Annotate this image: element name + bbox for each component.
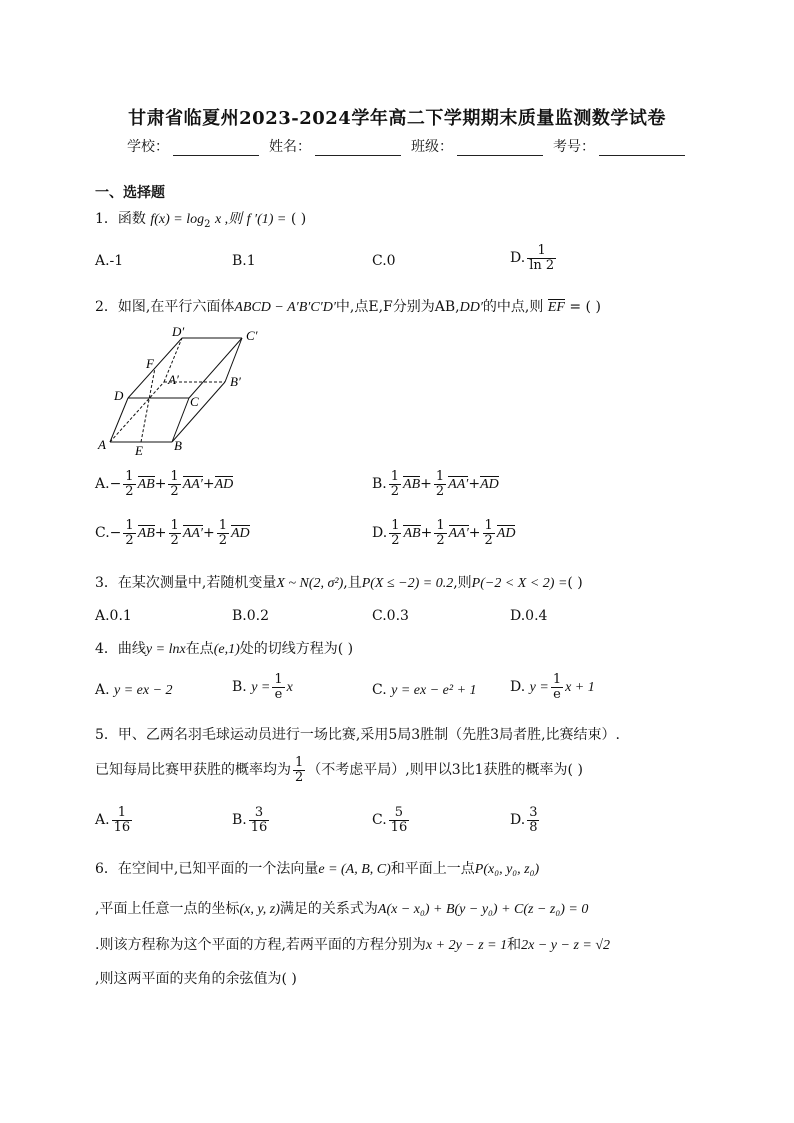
q2-text-a: 2．如图,在平行六面体: [95, 299, 235, 315]
q1-option-d-fraction: [527, 244, 556, 272]
q4-b-num: 1: [274, 672, 283, 687]
figure-label-b1: B′: [230, 374, 241, 389]
q2-b-frac2-den: 2: [435, 483, 445, 499]
q2-d-frac2-num: 1: [436, 518, 445, 533]
q2-c-frac3-den: 2: [218, 532, 227, 548]
q3-text-e: ,则: [453, 575, 472, 591]
q2-b-frac1: [389, 470, 401, 498]
q6-l1-text-a: 6．在空间中,已知平面的一个法向量: [95, 861, 319, 877]
q6-normal-vector: e = (A, B, C): [318, 862, 391, 877]
q1-option-d-label: D.: [510, 250, 526, 267]
q2-d-frac3-den: 2: [484, 532, 493, 548]
number-blank: [599, 141, 685, 156]
q4-c-label: C.: [372, 682, 387, 698]
q2-c-plus1: +: [154, 525, 167, 542]
q1-blank: ( ): [290, 211, 307, 227]
q5-c-num: 5: [389, 806, 410, 821]
q2-d-frac1-den: 2: [391, 532, 400, 548]
q4-text-c: 在点: [185, 641, 214, 657]
q3-target-prob: P(−2 < X < 2) =: [471, 576, 568, 591]
figure-label-d: D: [114, 388, 124, 403]
q5-a-label: A.: [95, 812, 110, 829]
q3-text-c: ,且: [343, 575, 362, 591]
q2-text-c: 中,点E,F分别为AB,: [335, 299, 460, 315]
q4-point: (e,1): [213, 642, 240, 657]
q2-c-vec-ab: AB: [137, 526, 155, 542]
q2-b-frac2: [434, 470, 446, 498]
q4-b-den: e: [274, 686, 283, 702]
q5-option-d[interactable]: [510, 806, 541, 834]
section-heading: 一、选择题: [95, 185, 165, 201]
q2-d-vec-aa1: AA′: [448, 526, 469, 542]
q3-blank: ( ): [567, 575, 583, 591]
q5-c-fraction: [389, 806, 410, 834]
q5-a-fraction: [112, 806, 133, 834]
q1-option-c[interactable]: C.0: [372, 253, 396, 269]
q6-plane-equation: A(x − x₀) + B(y − y₀) + C(z − z₀) = 0: [377, 902, 589, 917]
q2-a-frac2-num: 1: [170, 469, 179, 484]
school-blank: [173, 141, 259, 156]
q5-prob-den: 2: [295, 769, 304, 785]
q6-coords: (x, y, z): [239, 902, 280, 917]
q3-option-d[interactable]: D.0.4: [510, 608, 548, 624]
question-6-line-3: [95, 934, 610, 954]
q4-curve: y = lnx: [145, 642, 186, 657]
q2-a-frac2-den: 2: [170, 483, 179, 499]
q5-d-fraction: [527, 806, 539, 834]
q2-d-plus1: +: [420, 525, 433, 542]
question-5-line-1: 5．甲、乙两名羽毛球运动员进行一场比赛,采用5局3胜制（先胜3局者胜,比赛结束）.: [95, 727, 620, 743]
figure-label-d1: D′: [172, 324, 185, 339]
figure-label-a1: A′: [168, 372, 179, 387]
q2-c-frac3: [217, 519, 229, 547]
q4-b-label: B.: [232, 679, 247, 696]
q2-option-d[interactable]: [372, 519, 515, 547]
school-label: 学校：: [127, 139, 169, 155]
q5-a-num: 1: [112, 806, 133, 821]
q2-a-frac2: [168, 470, 180, 498]
q6-point: P(x₀, y₀, z₀): [474, 862, 540, 877]
q5-option-b[interactable]: [232, 806, 271, 834]
q6-l2-text-c: 满足的关系式为: [279, 901, 378, 917]
q1-text: 1．函数: [95, 211, 146, 227]
q6-plane-2: 2x − y − z = √2: [521, 938, 611, 953]
q2-d-frac3: [483, 519, 495, 547]
q2-c-frac2: [169, 519, 181, 547]
q4-b-lhs: y =: [251, 680, 271, 696]
q2-c-frac1-num: 1: [125, 518, 134, 533]
q2-d-frac2: [434, 519, 446, 547]
q2-option-a[interactable]: [95, 470, 233, 498]
q1-derivative: f ′(1) =: [246, 212, 287, 227]
q2-a-frac1-num: 1: [125, 469, 134, 484]
q6-plane-1: x + 2y − z = 1: [425, 938, 508, 953]
q2-c-frac3-num: 1: [218, 518, 227, 533]
q2-b-vec-aa1: AA′: [448, 477, 469, 493]
q4-a-formula: y = ex − 2: [114, 683, 173, 698]
q2-a-sign: −: [109, 476, 122, 493]
q6-l3-text-a: .则该方程称为这个平面的方程,若两平面的方程分别为: [95, 937, 426, 953]
q4-a-label: A.: [95, 682, 110, 698]
q2-a-frac1-den: 2: [125, 483, 134, 499]
q4-b-var: x: [286, 680, 293, 696]
question-6-line-4: ,则这两平面的夹角的余弦值为( ): [95, 971, 297, 987]
q4-option-d[interactable]: [510, 673, 595, 701]
q2-b-label: B.: [372, 476, 387, 493]
figure-label-a: A: [98, 437, 106, 452]
q2-d-frac2-den: 2: [436, 532, 445, 548]
class-blank: [457, 141, 543, 156]
q2-b-frac2-num: 1: [435, 469, 445, 484]
q2-b-plus1: +: [420, 476, 432, 493]
q4-text-e: 处的切线方程为( ): [239, 641, 354, 657]
q5-b-label: B.: [232, 812, 247, 829]
q4-d-rest: x + 1: [565, 680, 595, 696]
q4-d-label: D.: [510, 679, 526, 696]
q2-c-frac1: [123, 519, 135, 547]
q4-option-c[interactable]: [372, 682, 477, 699]
class-label: 班级：: [411, 139, 453, 155]
q2-a-vec-ad: AD: [214, 477, 234, 493]
q5-b-den: 16: [250, 819, 268, 835]
q1-function: f(x) = log: [150, 212, 205, 227]
q5-d-label: D.: [510, 812, 526, 829]
q2-vector-ef: EF: [547, 300, 565, 315]
q2-text-e: 的中点,则: [482, 299, 544, 315]
question-2-stem: [95, 296, 601, 316]
q2-a-vec-ab: AB: [137, 477, 155, 493]
q2-b-vec-ad: AD: [480, 477, 499, 493]
q1-option-d[interactable]: [510, 244, 558, 272]
number-label: 考号：: [553, 139, 595, 155]
figure-label-c1: C′: [246, 328, 258, 343]
q2-b-vec-ab: AB: [403, 477, 421, 493]
q2-b-frac1-num: 1: [390, 469, 400, 484]
name-label: 姓名：: [269, 139, 311, 155]
q6-l3-text-c: 和: [507, 937, 522, 953]
q4-option-b[interactable]: [232, 673, 293, 701]
q4-option-a[interactable]: [95, 682, 173, 699]
q4-c-formula: y = ex − e² + 1: [391, 683, 477, 698]
q2-d-frac3-num: 1: [484, 518, 493, 533]
figure-label-e: E: [135, 443, 143, 457]
q2-c-frac1-den: 2: [125, 532, 134, 548]
q1-option-a[interactable]: A.-1: [95, 253, 124, 269]
q2-c-plus2: +: [202, 525, 215, 542]
parallelepiped-figure: [92, 322, 272, 457]
q6-l2-text-a: ,平面上任意一点的坐标: [95, 901, 240, 917]
q1-log-base: 2: [204, 218, 211, 230]
q2-b-frac1-den: 2: [390, 483, 400, 499]
q3-given-prob: P(X ≤ −2) = 0.2: [361, 576, 454, 591]
q4-d-num: 1: [552, 672, 562, 687]
q3-text-a: 3．在某次测量中,若随机变量: [95, 575, 277, 591]
q2-b-plus2: +: [468, 476, 481, 493]
q2-c-sign: −: [109, 525, 122, 542]
q2-c-label: C.: [95, 525, 110, 542]
q2-d-frac1: [389, 519, 401, 547]
q2-edge: DD′: [459, 300, 483, 315]
question-3-stem: [95, 572, 583, 592]
q2-a-frac1: [123, 470, 135, 498]
q1-d-numerator: 1: [527, 244, 556, 259]
question-6-line-1: [95, 858, 539, 878]
q2-c-vec-ad: AD: [231, 526, 250, 542]
q2-blank: = ( ): [569, 299, 601, 315]
figure-label-f: F: [146, 356, 154, 371]
student-info-line: [127, 136, 689, 156]
q5-option-c[interactable]: [372, 806, 411, 834]
q5-c-den: 16: [390, 819, 408, 835]
q5-prob-num: 1: [295, 755, 304, 770]
q2-d-frac1-num: 1: [391, 518, 400, 533]
q4-text-a: 4．曲线: [95, 641, 146, 657]
q2-d-vec-ab: AB: [403, 526, 421, 542]
q3-option-a[interactable]: A.0.1: [95, 608, 132, 624]
q2-a-plus1: +: [154, 476, 167, 493]
q2-solid-name: ABCD − A′B′C′D′: [234, 300, 336, 315]
q5-b-num: 3: [249, 806, 270, 821]
q2-d-vec-ad: AD: [496, 526, 516, 542]
figure-label-c: C: [190, 394, 199, 409]
q5-text-a: 已知每局比赛甲获胜的概率均为: [95, 762, 291, 779]
q4-d-fraction: [551, 673, 563, 701]
q5-text-b: （不考虑平局）,则甲以3比1获胜的概率为( ): [307, 762, 583, 779]
q3-option-b[interactable]: B.0.2: [232, 608, 270, 624]
q1-function-var: x ,则: [214, 212, 243, 227]
page-title: 甘肃省临夏州2023-2024学年高二下学期期末质量监测数学试卷: [128, 108, 666, 129]
q3-option-c[interactable]: C.0.3: [372, 608, 409, 624]
q2-d-plus2: +: [468, 525, 481, 542]
q5-b-fraction: [249, 806, 270, 834]
q5-a-den: 16: [113, 819, 131, 835]
q2-option-c[interactable]: [95, 519, 250, 547]
q4-d-lhs: y =: [529, 680, 549, 696]
q5-c-label: C.: [372, 812, 387, 829]
question-1-stem: [95, 208, 306, 230]
q4-b-fraction: [272, 673, 284, 701]
q6-l1-text-c: 和平面上一点: [390, 861, 475, 877]
q2-c-vec-aa1: AA′: [182, 526, 203, 542]
figure-label-b: B: [174, 438, 182, 453]
q1-d-denominator: ln 2: [529, 257, 555, 273]
q4-d-den: e: [553, 686, 561, 702]
q5-option-a[interactable]: [95, 806, 134, 834]
q5-d-num: 3: [529, 805, 538, 820]
q5-prob-fraction: [293, 756, 305, 784]
q5-d-den: 8: [529, 819, 538, 835]
q2-d-label: D.: [372, 525, 388, 542]
question-5-line-2: [95, 756, 583, 784]
name-blank: [315, 141, 401, 156]
q1-option-b[interactable]: B.1: [232, 253, 256, 269]
q2-c-frac2-den: 2: [170, 532, 179, 548]
q2-option-b[interactable]: [372, 470, 499, 498]
q2-a-label: A.: [95, 476, 110, 493]
q2-a-vec-aa1: AA′: [182, 477, 203, 493]
question-4-stem: [95, 638, 353, 658]
q3-distribution: X ~ N(2, σ²): [276, 576, 344, 591]
q2-c-frac2-num: 1: [170, 518, 179, 533]
q2-a-plus2: +: [202, 476, 215, 493]
question-6-line-2: [95, 898, 588, 918]
